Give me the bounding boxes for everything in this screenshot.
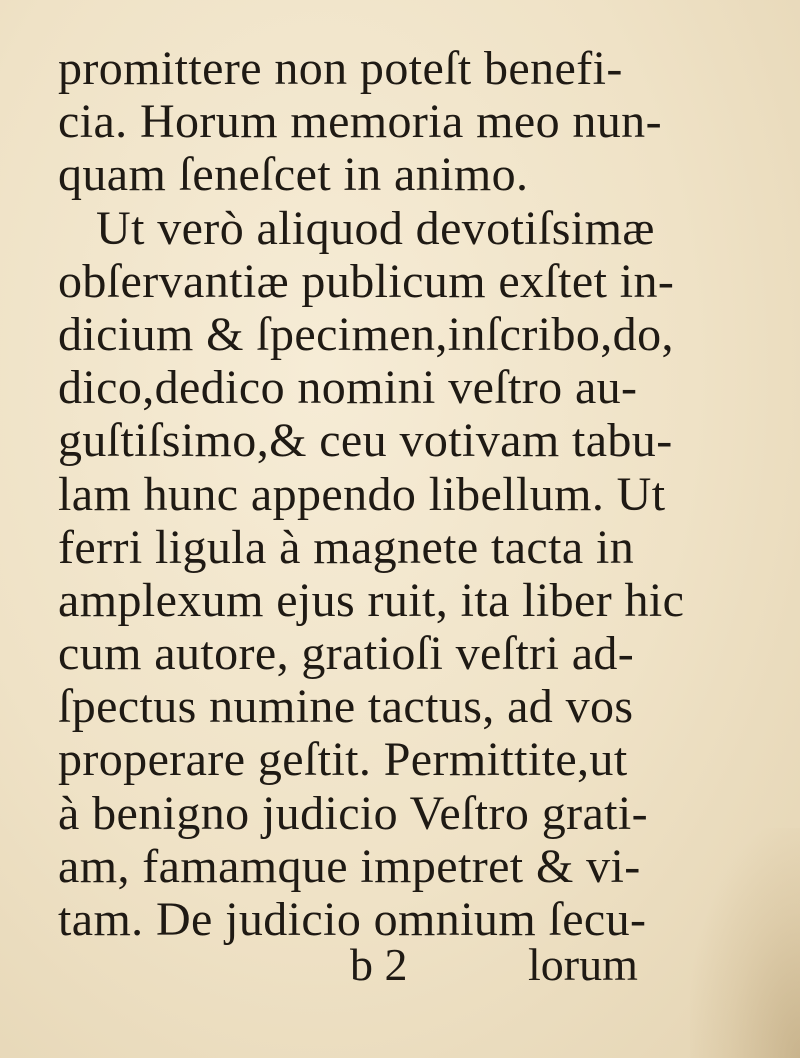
text-line: à benigno judicio Veſtro grati- xyxy=(58,786,649,840)
text-line: amplexum ejus ruit, ita liber hic xyxy=(58,573,685,627)
text-line: cia. Horum memoria meo nun- xyxy=(58,95,662,149)
body-text xyxy=(58,42,698,946)
text-line: cum autore, gratioſi veſtri ad- xyxy=(58,627,635,681)
signature-mark: b 2 xyxy=(350,939,408,990)
text-line: obſervantiæ publicum exſtet in- xyxy=(58,254,675,308)
text-line: tam. De judicio omnium ſecu- xyxy=(58,893,647,946)
text-line: dico,dedico nomini veſtro au- xyxy=(58,361,638,415)
text-line: quam ſeneſcet in animo. xyxy=(58,148,529,202)
text-line: am, famamque impetret & vi- xyxy=(58,839,641,893)
catchword: lorum xyxy=(528,939,638,990)
text-line: Ut verò aliquod devotiſsimæ xyxy=(96,201,655,255)
text-line: guſtiſsimo,& ceu votivam tabu- xyxy=(58,414,673,468)
text-line: dicium & ſpecimen,inſcribo,do, xyxy=(58,307,674,361)
text-line: lam hunc appendo libellum. Ut xyxy=(58,467,666,521)
text-line: properare geſtit. Permittite,ut xyxy=(58,733,628,787)
text-line: ferri ligula à magnete tacta in xyxy=(58,520,635,574)
text-line: ſpectus numine tactus, ad vos xyxy=(58,680,634,734)
text-line: promittere non poteſt benefi- xyxy=(58,42,623,95)
page-footer xyxy=(0,940,800,1000)
